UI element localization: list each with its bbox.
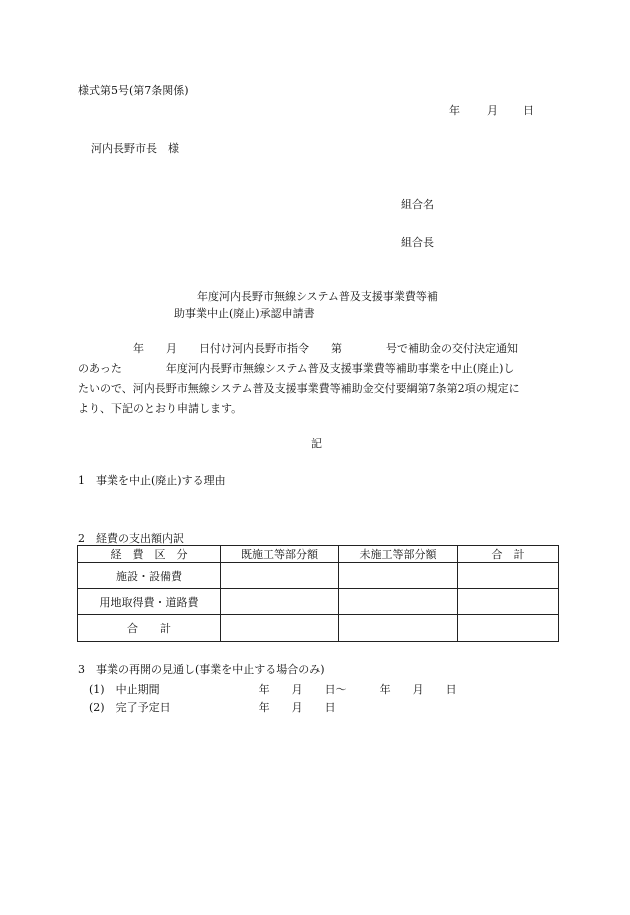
cell-uncompleted-total[interactable] [339,615,458,642]
document-title-line1: 年度河内長野市無線システム普及支援事業費等補 [197,290,438,303]
body-text-line: 年 月 日付け河内長野市指令 第 号で補助金の交付決定通知 [78,342,518,355]
cell-uncompleted-land-road[interactable] [339,589,458,615]
cell-total-facilities[interactable] [458,563,559,589]
cell-grand-total[interactable] [458,615,559,642]
header-completed-amount: 既施工等部分額 [221,546,339,563]
recipient: 河内長野市長 様 [91,142,179,155]
header-total: 合 計 [458,546,559,563]
table-header-row [78,546,559,563]
completion-date-line: (2) 完了予定日 年 月 日 [89,701,336,714]
table-row [78,589,559,615]
section-1-heading: 1 事業を中止(廃止)する理由 [78,474,226,487]
ki-heading: 記 [311,437,322,450]
expense-table [77,545,559,642]
body-text-line: より、下記のとおり申請します。 [78,402,243,415]
date-day: 日 [523,104,534,117]
section-3-heading: 3 事業の再開の見通し(事業を中止する場合のみ) [78,663,325,676]
row-label-total: 合 計 [78,615,221,642]
document-title-line2: 助事業中止(廃止)承認申請書 [174,307,315,320]
date-line [449,104,534,118]
cell-completed-land-road[interactable] [221,589,339,615]
cell-completed-total[interactable] [221,615,339,642]
header-expense-category: 経 費 区 分 [78,546,221,563]
suspension-period-line: (1) 中止期間 年 月 日～ 年 月 日 [89,683,457,696]
cell-completed-facilities[interactable] [221,563,339,589]
body-text-line: のあった 年度河内長野市無線システム普及支援事業費等補助事業を中止(廃止)し [78,362,515,375]
union-head-label: 組合長 [401,236,434,249]
union-name-label: 組合名 [401,198,434,211]
table-row [78,615,559,642]
cell-uncompleted-facilities[interactable] [339,563,458,589]
body-text-line: たいので、河内長野市無線システム普及支援事業費等補助金交付要綱第7条第2項の規定に [78,382,520,395]
section-2-heading: 2 経費の支出額内訳 [78,532,184,545]
date-month: 月 [487,104,498,117]
date-year: 年 [449,104,460,117]
row-label-land-road: 用地取得費・道路費 [78,589,221,615]
header-uncompleted-amount: 未施工等部分額 [339,546,458,563]
row-label-facilities: 施設・設備費 [78,563,221,589]
cell-total-land-road[interactable] [458,589,559,615]
form-number: 様式第5号(第7条関係) [78,84,189,97]
table-row [78,563,559,589]
